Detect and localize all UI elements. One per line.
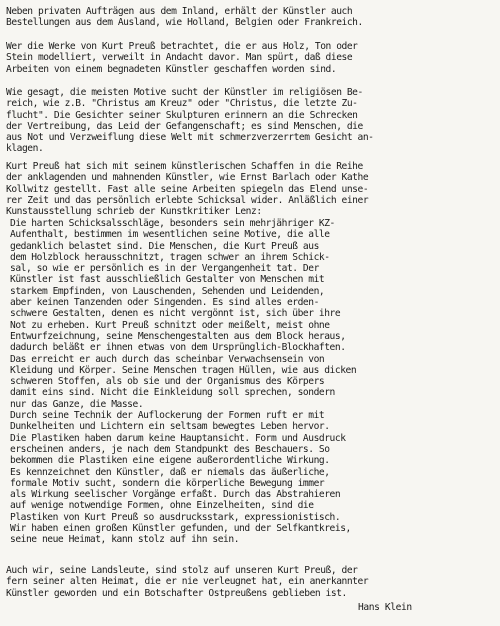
text-line: gedanklich belastet sind. Die Menschen, die Kurt Preuß aus bbox=[10, 240, 319, 252]
text-line: dadurch beläßt er ihnen etwas von dem Ursprünglich-Blockhaften. bbox=[10, 342, 346, 354]
text-line: der Vertreibung, das Leid der Gefangenschaft; es sind Menschen, die bbox=[6, 120, 363, 132]
text-line: Bestellungen aus dem Ausland, wie Holland, Belgien oder Frankreich. bbox=[6, 17, 363, 29]
text-line: Stein modelliert, verweilt in Andacht davor. Man spürt, daß diese bbox=[6, 52, 353, 64]
text-line: auf wenige notwendige Formen, ohne Einzelheiten, sind die bbox=[10, 500, 314, 512]
text-line: Das erreicht er auch durch das scheinbar Verwachsensein von bbox=[10, 353, 325, 365]
text-line: Wir haben einen großen Künstler gefunden, und der Selfkantkreis, bbox=[10, 523, 351, 535]
text-line: Not zu erheben. Kurt Preuß schnitzt oder meißelt, meist ohne bbox=[10, 319, 330, 331]
text-line: Kleidung und Körper. Seine Menschen tragen Hüllen, wie aus dicken bbox=[10, 364, 357, 376]
text-line: Entwurfzeichnung, seine Menschengestalten aus dem Block heraus, bbox=[10, 330, 346, 342]
paragraph-closing bbox=[6, 565, 498, 599]
text-line: Kollwitz gestellt. Fast alle seine Arbeiten spiegeln das Elend unse- bbox=[6, 183, 369, 195]
text-line: nur das Ganze, die Masse. bbox=[10, 398, 144, 410]
text-line: Es kennzeichnet den Künstler, daß er niemals das äußerliche, bbox=[10, 466, 330, 478]
text-line: Die harten Schicksalsschläge, besonders sein mehrjähriger KZ- bbox=[10, 218, 335, 229]
text-line: schweren Stoffen, als ob sie und der Organismus des Körpers bbox=[10, 376, 325, 388]
paragraph-lineage bbox=[6, 161, 498, 217]
text-line: reich, wie z.B. "Christus am Kreuz" oder "Christus, die letzte Zu- bbox=[6, 98, 358, 110]
text-line: schwere Gestalten, denen es nicht vergönnt ist, sich über ihre bbox=[10, 308, 341, 320]
text-line: dem Holzblock herausschnitzt, tragen schwer an ihrem Schick- bbox=[10, 251, 330, 263]
text-line: seine neue Heimat, kann stolz auf ihn sein. bbox=[10, 534, 240, 546]
critic-quote bbox=[10, 218, 494, 546]
text-line: Kurt Preuß hat sich mit seinem künstlerischen Schaffen in die Reihe bbox=[6, 161, 363, 172]
paragraph-works bbox=[6, 41, 498, 75]
text-line: aber keinen Tanzenden oder Singenden. Es sind alles erden- bbox=[10, 297, 319, 309]
text-line: flucht". Die Gesichter seiner Skulpturen erinnern an die Schrecken bbox=[6, 109, 358, 121]
text-line: starkem Empfinden, von Lauschenden, Sehenden und Leidenden, bbox=[10, 285, 325, 297]
text-line: bekommen die Plastiken eine eigene außerordentliche Wirkung. bbox=[10, 455, 330, 467]
author-signature: Hans Klein bbox=[358, 602, 412, 613]
text-line: Arbeiten von einem begnadeten Künstler geschaffen worden sind. bbox=[6, 63, 337, 75]
text-line: Plastiken von Kurt Preuß so ausdrucksstark, expressionistisch. bbox=[10, 511, 341, 523]
paragraph-commissions bbox=[6, 6, 498, 29]
text-line: rer Zeit und das persönlich erlebte Schicksal wider. Anläßlich einer bbox=[6, 194, 369, 206]
text-line: formale Motiv sucht, sondern die körperliche Bewegung immer bbox=[10, 477, 325, 489]
text-line: als Wirkung seelischer Vorgänge erfaßt. Durch das Abstrahieren bbox=[10, 489, 341, 501]
text-line: aus Not und Verzweiflung diese Welt mit schmerzverzerrtem Gesicht an- bbox=[6, 132, 374, 144]
text-line: Die Plastiken haben darum keine Hauptansicht. Form und Ausdruck bbox=[10, 432, 346, 444]
text-line: damit eins sind. Nicht die Einkleidung soll sprechen, sondern bbox=[10, 387, 335, 399]
paragraph-religious-motifs bbox=[6, 87, 498, 155]
text-line: Wie gesagt, die meisten Motive sucht der Künstler im religiösen Be- bbox=[6, 87, 363, 98]
text-line: Dunkelheiten und Lichtern ein seltsam bewegtes Leben hervor. bbox=[10, 421, 330, 433]
text-line: Kunstausstellung schrieb der Kunstkritiker Lenz: bbox=[6, 206, 262, 218]
text-line: Durch seine Technik der Auflockerung der Formen ruft er mit bbox=[10, 410, 325, 422]
text-line: Wer die Werke von Kurt Preuß betrachtet, die er aus Holz, Ton oder bbox=[6, 41, 358, 52]
text-line: fern seiner alten Heimat, die er nie verleugnet hat, ein anerkannter bbox=[6, 576, 369, 588]
text-line: Künstler geworden und ein Botschafter Ostpreußens geblieben ist. bbox=[6, 587, 347, 599]
text-line: erscheinen anders, je nach dem Standpunkt des Beschauers. So bbox=[10, 443, 330, 455]
text-line: Neben privaten Aufträgen aus dem Inland, erhält der Künstler auch bbox=[6, 6, 353, 17]
text-line: der anklagenden und mahnenden Künstler, wie Ernst Barlach oder Kathe bbox=[6, 172, 369, 184]
text-line: Auch wir, seine Landsleute, sind stolz auf unseren Kurt Preuß, der bbox=[6, 565, 358, 576]
text-line: sal, so wie er persönlich es in der Vergangenheit tat. Der bbox=[10, 263, 319, 275]
text-line: klagen. bbox=[6, 143, 44, 155]
text-line: Künstler ist fast ausschließlich Gestalter von Menschen mit bbox=[10, 274, 325, 286]
text-line: Aufenthalt, bestimmen im wesentlichen seine Motive, die alle bbox=[10, 229, 330, 241]
